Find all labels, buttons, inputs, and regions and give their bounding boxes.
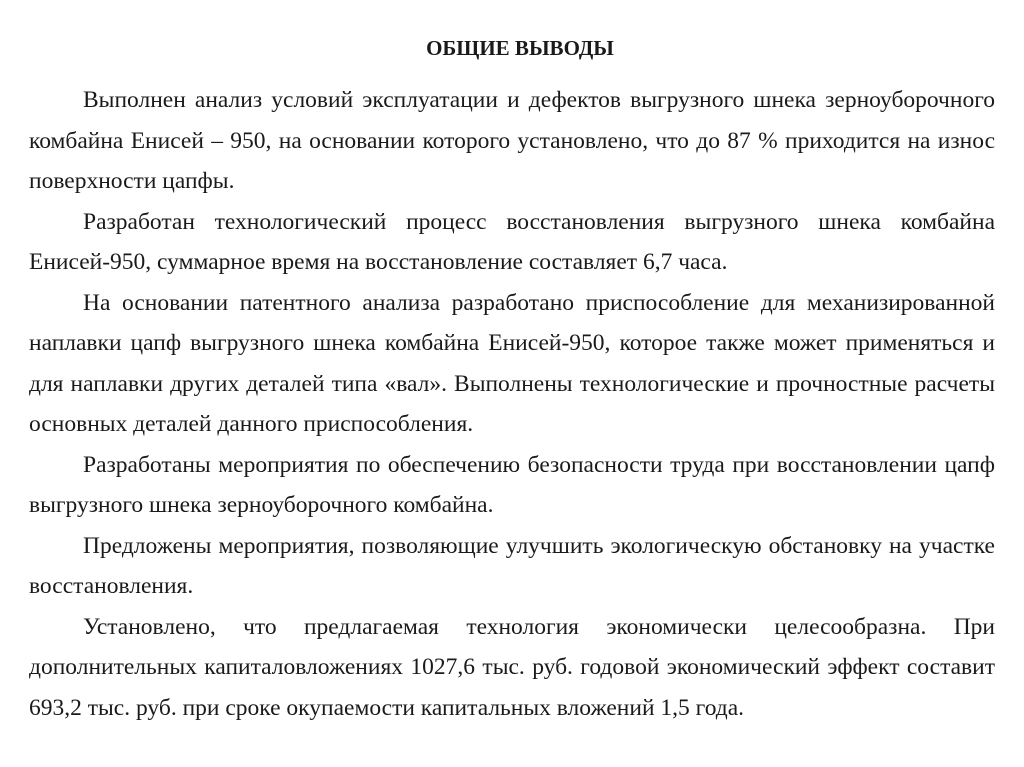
paragraph-ecology: Предложены мероприятия, позволяющие улучшить экологическую обстановку на участке восстановления. xyxy=(29,532,995,599)
paragraph-technology: Разработан технологический процесс восстановления выгрузного шнека комбайна Енисей-950, суммарное время на восстановление составляет 6,7 часа. xyxy=(29,208,995,275)
paragraph-safety: Разработаны мероприятия по обеспечению безопасности труда при восстановлении цапф выгрузного шнека зерноуборочного комбайна. xyxy=(29,451,995,518)
page-title: ОБЩИЕ ВЫВОДЫ xyxy=(426,36,614,60)
paragraph-economics: Установлено, что предлагаемая технология экономически целесообразна. При дополнительных капиталовложениях 1027,6 тыс. руб. годовой экономический эффект составит 693,2 тыс. руб. при сроке окупаемости капитальных вложений 1,5 года. xyxy=(29,613,995,721)
paragraph-fixture: На основании патентного анализа разработано приспособление для механизированной наплавки цапф выгрузного шнека комбайна Енисей-950, которое также может применяться и для наплавки других деталей типа «вал». Выполнены технологические и прочностные расчеты основных деталей данного приспособления. xyxy=(29,289,995,437)
document-page xyxy=(29,32,995,728)
paragraph-analysis: Выполнен анализ условий эксплуатации и дефектов выгрузного шнека зерноуборочного комбайна Енисей – 950, на основании которого установлено, что до 87 % приходится на износ поверхности цапфы. xyxy=(29,87,995,194)
